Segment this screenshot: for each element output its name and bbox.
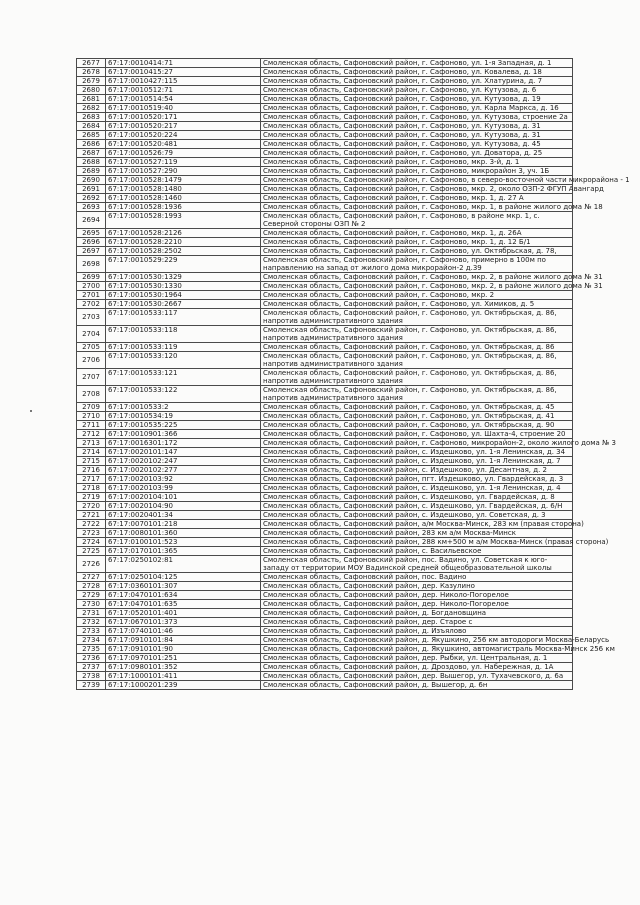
table-row bbox=[77, 439, 573, 448]
address: Смоленская область, Сафоновский район, г. Сафоново, ул. Кутузова, д. 31 bbox=[261, 122, 573, 131]
table-row bbox=[77, 511, 573, 520]
cadastral-number: 67:17:0010533:122 bbox=[106, 386, 261, 403]
address: Смоленская область, Сафоновский район, г. Сафоново, мкр. 1, д. 12 Б/1 bbox=[261, 238, 573, 247]
row-number: 2681 bbox=[77, 95, 106, 104]
address: Смоленская область, Сафоновский район, дер. Казулино bbox=[261, 582, 573, 591]
address: Смоленская область, Сафоновский район, г. Сафоново, ул. Кутузова, д. 31 bbox=[261, 131, 573, 140]
row-number: 2735 bbox=[77, 645, 106, 654]
cadastral-number: 67:17:0010529:229 bbox=[106, 256, 261, 273]
address: Смоленская область, Сафоновский район, дер. Вышегор, ул. Тухачевского, д. 6а bbox=[261, 672, 573, 681]
table-row bbox=[77, 654, 573, 663]
table-row bbox=[77, 104, 573, 113]
address: Смоленская область, Сафоновский район, г. Сафоново, ул. 1-я Западная, д. 1 bbox=[261, 59, 573, 68]
address: Смоленская область, Сафоновский район, г. Сафоново, ул. Октябрьская, д. 41 bbox=[261, 412, 573, 421]
table-row bbox=[77, 538, 573, 547]
table-row bbox=[77, 300, 573, 309]
cadastral-number: 67:17:0010514:54 bbox=[106, 95, 261, 104]
row-number: 2697 bbox=[77, 247, 106, 256]
cadastral-number: 67:17:0970101:251 bbox=[106, 654, 261, 663]
cadastral-number: 67:17:0010526:79 bbox=[106, 149, 261, 158]
address: Смоленская область, Сафоновский район, д. Вышегор, д. 6н bbox=[261, 681, 573, 690]
row-number: 2690 bbox=[77, 176, 106, 185]
table-row bbox=[77, 475, 573, 484]
row-number: 2696 bbox=[77, 238, 106, 247]
row-number: 2687 bbox=[77, 149, 106, 158]
table-row bbox=[77, 600, 573, 609]
address: Смоленская область, Сафоновский район, г. Сафоново, примерно в 100м по направлению на запад от жилого дома микрорайон-2 д.39 bbox=[261, 256, 573, 273]
table-row bbox=[77, 421, 573, 430]
address: Смоленская область, Сафоновский район, дер. Старое с bbox=[261, 618, 573, 627]
row-number: 2698 bbox=[77, 256, 106, 273]
row-number: 2694 bbox=[77, 212, 106, 229]
table-row bbox=[77, 352, 573, 369]
cadastral-number: 67:17:0010533:118 bbox=[106, 326, 261, 343]
table-row bbox=[77, 556, 573, 573]
table-row bbox=[77, 386, 573, 403]
table-row bbox=[77, 502, 573, 511]
cadastral-number: 67:17:0010530:1330 bbox=[106, 282, 261, 291]
cadastral-number: 67:17:0020104:101 bbox=[106, 493, 261, 502]
row-number: 2713 bbox=[77, 439, 106, 448]
cadastral-number: 67:17:0520101:401 bbox=[106, 609, 261, 618]
address: Смоленская область, Сафоновский район, г. Сафоново, ул. Химиков, д. 5 bbox=[261, 300, 573, 309]
cadastral-number: 67:17:0100101:523 bbox=[106, 538, 261, 547]
address: Смоленская область, Сафоновский район, г. Сафоново, ул. Доватора, д. 25 bbox=[261, 149, 573, 158]
address: Смоленская область, Сафоновский район, дер. Рыбки, ул. Центральная, д. 1 bbox=[261, 654, 573, 663]
row-number: 2738 bbox=[77, 672, 106, 681]
table-row bbox=[77, 212, 573, 229]
cadastral-number: 67:17:0010535:225 bbox=[106, 421, 261, 430]
cadastral-number: 67:17:0980101:352 bbox=[106, 663, 261, 672]
cadastral-number: 67:17:0010533:2 bbox=[106, 403, 261, 412]
table-row bbox=[77, 273, 573, 282]
table-row bbox=[77, 343, 573, 352]
row-number: 2737 bbox=[77, 663, 106, 672]
table-row bbox=[77, 672, 573, 681]
row-number: 2709 bbox=[77, 403, 106, 412]
address: Смоленская область, Сафоновский район, дер. Николо-Погорелое bbox=[261, 591, 573, 600]
table-row bbox=[77, 636, 573, 645]
cadastral-number: 67:17:0010530:1964 bbox=[106, 291, 261, 300]
row-number: 2733 bbox=[77, 627, 106, 636]
cadastral-number: 67:17:0010533:117 bbox=[106, 309, 261, 326]
cadastral-number: 67:17:0250102:81 bbox=[106, 556, 261, 573]
address: Смоленская область, Сафоновский район, г. Сафоново, мкр. 2, около ОЗП-2 ФГУП Авангард bbox=[261, 185, 573, 194]
address: Смоленская область, Сафоновский район, г. Сафоново, ул. Октябрьская, д. 90 bbox=[261, 421, 573, 430]
table-row bbox=[77, 167, 573, 176]
address: Смоленская область, Сафоновский район, г. Сафоново, мкр. 1, д. 26А bbox=[261, 229, 573, 238]
cadastral-number: 67:17:0470101:634 bbox=[106, 591, 261, 600]
cadastral-number: 67:17:0010528:1479 bbox=[106, 176, 261, 185]
table-row bbox=[77, 247, 573, 256]
cadastral-number: 67:17:0010520:217 bbox=[106, 122, 261, 131]
cadastral-number: 67:17:0010530:1329 bbox=[106, 273, 261, 282]
table-row bbox=[77, 238, 573, 247]
table-row bbox=[77, 59, 573, 68]
cadastral-number: 67:17:0010527:290 bbox=[106, 167, 261, 176]
cadastral-number: 67:17:0010520:224 bbox=[106, 131, 261, 140]
cadastral-number: 67:17:0070101:218 bbox=[106, 520, 261, 529]
row-number: 2718 bbox=[77, 484, 106, 493]
address: Смоленская область, Сафоновский район, д. Дроздово, ул. Набережная, д. 1А bbox=[261, 663, 573, 672]
table-row bbox=[77, 95, 573, 104]
address: Смоленская область, Сафоновский район, г. Сафоново, мкр. 2, в районе жилого дома № 31 bbox=[261, 282, 573, 291]
table-row bbox=[77, 309, 573, 326]
address: Смоленская область, Сафоновский район, г. Сафоново, мкр. 2, в районе жилого дома № 31 bbox=[261, 273, 573, 282]
cadastral-number: 67:17:0010519:40 bbox=[106, 104, 261, 113]
registry-table bbox=[76, 58, 630, 690]
table-row bbox=[77, 663, 573, 672]
cadastral-number: 67:17:0670101:373 bbox=[106, 618, 261, 627]
cadastral-number: 67:17:0910101:90 bbox=[106, 645, 261, 654]
table-row bbox=[77, 122, 573, 131]
address: Смоленская область, Сафоновский район, с. Васильевское bbox=[261, 547, 573, 556]
address: Смоленская область, Сафоновский район, г. Сафоново, ул. Октябрьская, д. 45 bbox=[261, 403, 573, 412]
cadastral-number: 67:17:0010520:481 bbox=[106, 140, 261, 149]
cadastral-number: 67:17:1000201:239 bbox=[106, 681, 261, 690]
table-row bbox=[77, 176, 573, 185]
table-row bbox=[77, 326, 573, 343]
row-number: 2717 bbox=[77, 475, 106, 484]
table-row bbox=[77, 158, 573, 167]
row-number: 2739 bbox=[77, 681, 106, 690]
address: Смоленская область, Сафоновский район, г. Сафоново, ул. Шахта-4, строение 20 bbox=[261, 430, 573, 439]
table-row bbox=[77, 203, 573, 212]
address: Смоленская область, Сафоновский район, г. Сафоново, микрорайон-2, около жилого дома № 3 bbox=[261, 439, 573, 448]
row-number: 2702 bbox=[77, 300, 106, 309]
address: Смоленская область, Сафоновский район, 288 км+500 м а/м Москва-Минск (правая сторона) bbox=[261, 538, 573, 547]
row-number: 2699 bbox=[77, 273, 106, 282]
row-number: 2706 bbox=[77, 352, 106, 369]
row-number: 2714 bbox=[77, 448, 106, 457]
table-row bbox=[77, 86, 573, 95]
cadastral-number: 67:17:0080101:360 bbox=[106, 529, 261, 538]
table-row bbox=[77, 448, 573, 457]
table-row bbox=[77, 520, 573, 529]
cadastral-number: 67:17:0010530:2667 bbox=[106, 300, 261, 309]
cadastral-number: 67:17:1000101:411 bbox=[106, 672, 261, 681]
cadastral-number: 67:17:0016301:172 bbox=[106, 439, 261, 448]
cadastral-number: 67:17:0010528:2126 bbox=[106, 229, 261, 238]
table-row bbox=[77, 282, 573, 291]
address: Смоленская область, Сафоновский район, дер. Николо-Погорелое bbox=[261, 600, 573, 609]
row-number: 2722 bbox=[77, 520, 106, 529]
cadastral-number: 67:17:0020102:247 bbox=[106, 457, 261, 466]
address: Смоленская область, Сафоновский район, г. Сафоново, мкр. 1, в районе жилого дома № 18 bbox=[261, 203, 573, 212]
row-number: 2715 bbox=[77, 457, 106, 466]
table-row bbox=[77, 573, 573, 582]
table-row bbox=[77, 493, 573, 502]
address: Смоленская область, Сафоновский район, д. Изъялово bbox=[261, 627, 573, 636]
cadastral-number: 67:17:0010527:119 bbox=[106, 158, 261, 167]
row-number: 2705 bbox=[77, 343, 106, 352]
table-row bbox=[77, 484, 573, 493]
address: Смоленская область, Сафоновский район, с. Издешково, ул. 1-я Ленинская, д. 34 bbox=[261, 448, 573, 457]
cadastral-number: 67:17:0010528:1993 bbox=[106, 212, 261, 229]
cadastral-number: 67:17:0010901:366 bbox=[106, 430, 261, 439]
cadastral-number: 67:17:0010520:171 bbox=[106, 113, 261, 122]
row-number: 2727 bbox=[77, 573, 106, 582]
row-number: 2728 bbox=[77, 582, 106, 591]
table-row bbox=[77, 194, 573, 203]
row-number: 2711 bbox=[77, 421, 106, 430]
cadastral-number: 67:17:0910101:84 bbox=[106, 636, 261, 645]
address: Смоленская область, Сафоновский район, г. Сафоново, в северо-восточной части микрорайона - 1 bbox=[261, 176, 573, 185]
table-row bbox=[77, 185, 573, 194]
address: Смоленская область, Сафоновский район, г. Сафоново, в районе мкр. 1, с. Северной стороны ОЗП № 2 bbox=[261, 212, 573, 229]
row-number: 2721 bbox=[77, 511, 106, 520]
cadastral-number: 67:17:0010414:71 bbox=[106, 59, 261, 68]
table-row bbox=[77, 582, 573, 591]
scan-mark bbox=[30, 410, 32, 412]
table-row bbox=[77, 681, 573, 690]
row-number: 2712 bbox=[77, 430, 106, 439]
row-number: 2704 bbox=[77, 326, 106, 343]
row-number: 2725 bbox=[77, 547, 106, 556]
row-number: 2682 bbox=[77, 104, 106, 113]
table-row bbox=[77, 529, 573, 538]
row-number: 2700 bbox=[77, 282, 106, 291]
address: Смоленская область, Сафоновский район, с. Издешково, ул. 1-я Ленинская, д. 4 bbox=[261, 484, 573, 493]
cadastral-number: 67:17:0010533:121 bbox=[106, 369, 261, 386]
row-number: 2731 bbox=[77, 609, 106, 618]
address: Смоленская область, Сафоновский район, с. Издешково, ул. Десантная, д. 2 bbox=[261, 466, 573, 475]
address: Смоленская область, Сафоновский район, с. Издешково, ул. Гвардейская, д. 6/Н bbox=[261, 502, 573, 511]
cadastral-number: 67:17:0010528:2502 bbox=[106, 247, 261, 256]
address: Смоленская область, Сафоновский район, с. Издешково, ул. 1-я Ленинская, д. 7 bbox=[261, 457, 573, 466]
address: Смоленская область, Сафоновский район, г. Сафоново, ул. Кутузова, строение 2а bbox=[261, 113, 573, 122]
registry-table-body bbox=[77, 59, 630, 690]
row-number: 2677 bbox=[77, 59, 106, 68]
row-number: 2689 bbox=[77, 167, 106, 176]
row-number: 2726 bbox=[77, 556, 106, 573]
table-row bbox=[77, 645, 573, 654]
row-number: 2723 bbox=[77, 529, 106, 538]
row-number: 2691 bbox=[77, 185, 106, 194]
table-row bbox=[77, 430, 573, 439]
address: Смоленская область, Сафоновский район, г. Сафоново, ул. Октябрьская, д. 86, напротив административного здания bbox=[261, 369, 573, 386]
address: Смоленская область, Сафоновский район, г. Сафоново, ул. Хлатурина, д. 7 bbox=[261, 77, 573, 86]
cadastral-number: 67:17:0020102:277 bbox=[106, 466, 261, 475]
cadastral-number: 67:17:0020103:92 bbox=[106, 475, 261, 484]
cadastral-number: 67:17:0250104:125 bbox=[106, 573, 261, 582]
cadastral-number: 67:17:0010533:120 bbox=[106, 352, 261, 369]
table-row bbox=[77, 149, 573, 158]
address: Смоленская область, Сафоновский район, г. Сафоново, ул. Карла Маркса, д. 16 bbox=[261, 104, 573, 113]
row-number: 2693 bbox=[77, 203, 106, 212]
row-number: 2703 bbox=[77, 309, 106, 326]
cadastral-number: 67:17:0020103:99 bbox=[106, 484, 261, 493]
address: Смоленская область, Сафоновский район, г. Сафоново, мкр. 3-й, д. 1 bbox=[261, 158, 573, 167]
row-number: 2679 bbox=[77, 77, 106, 86]
table-row bbox=[77, 140, 573, 149]
address: Смоленская область, Сафоновский район, г. Сафоново, ул. Октябрьская, д. 86, напротив административного здания bbox=[261, 352, 573, 369]
table-row bbox=[77, 547, 573, 556]
address: Смоленская область, Сафоновский район, г. Сафоново, ул. Октябрьская, д. 86, напротив административного здания bbox=[261, 309, 573, 326]
row-number: 2680 bbox=[77, 86, 106, 95]
address: Смоленская область, Сафоновский район, д. Богдановщина bbox=[261, 609, 573, 618]
row-number: 2683 bbox=[77, 113, 106, 122]
address: Смоленская область, Сафоновский район, г. Сафоново, микрорайон 3, уч. 1Б bbox=[261, 167, 573, 176]
address: Смоленская область, Сафоновский район, г. Сафоново, ул. Кутузова, д. 45 bbox=[261, 140, 573, 149]
cadastral-number: 67:17:0010528:1480 bbox=[106, 185, 261, 194]
address: Смоленская область, Сафоновский район, пос. Вадино, ул. Советская к юго-западу от территории МОУ Вадинской средней общеобразовательной школы bbox=[261, 556, 573, 573]
row-number: 2695 bbox=[77, 229, 106, 238]
table-row bbox=[77, 229, 573, 238]
row-number: 2688 bbox=[77, 158, 106, 167]
address: Смоленская область, Сафоновский район, г. Сафоново, ул. Ковалева, д. 18 bbox=[261, 68, 573, 77]
table-row bbox=[77, 591, 573, 600]
table-row bbox=[77, 403, 573, 412]
address: Смоленская область, Сафоновский район, г. Сафоново, ул. Кутузова, д. 19 bbox=[261, 95, 573, 104]
cadastral-number: 67:17:0010512:71 bbox=[106, 86, 261, 95]
table-row bbox=[77, 131, 573, 140]
table-row bbox=[77, 256, 573, 273]
address: Смоленская область, Сафоновский район, пгт. Издешково, ул. Гвардейская, д. 3 bbox=[261, 475, 573, 484]
row-number: 2732 bbox=[77, 618, 106, 627]
cadastral-number: 67:17:0010528:1936 bbox=[106, 203, 261, 212]
address: Смоленская область, Сафоновский район, д. Якушкино, автомагистраль Москва-Минск 256 км bbox=[261, 645, 573, 654]
row-number: 2734 bbox=[77, 636, 106, 645]
row-number: 2730 bbox=[77, 600, 106, 609]
cadastral-number: 67:17:0170101:365 bbox=[106, 547, 261, 556]
table-row bbox=[77, 369, 573, 386]
row-number: 2701 bbox=[77, 291, 106, 300]
row-number: 2678 bbox=[77, 68, 106, 77]
table-row bbox=[77, 68, 573, 77]
row-number: 2692 bbox=[77, 194, 106, 203]
address: Смоленская область, Сафоновский район, г. Сафоново, ул. Кутузова, д. 6 bbox=[261, 86, 573, 95]
cadastral-number: 67:17:0020401:34 bbox=[106, 511, 261, 520]
row-number: 2729 bbox=[77, 591, 106, 600]
address: Смоленская область, Сафоновский район, д. Якушкино, 256 км автодороги Москва-Беларусь bbox=[261, 636, 573, 645]
row-number: 2720 bbox=[77, 502, 106, 511]
table-row bbox=[77, 291, 573, 300]
cadastral-number: 67:17:0010427:115 bbox=[106, 77, 261, 86]
row-number: 2685 bbox=[77, 131, 106, 140]
table-row bbox=[77, 627, 573, 636]
table-row bbox=[77, 618, 573, 627]
address: Смоленская область, Сафоновский район, г. Сафоново, ул. Октябрьская, д. 86, напротив административного здания bbox=[261, 326, 573, 343]
row-number: 2686 bbox=[77, 140, 106, 149]
cadastral-number: 67:17:0020104:90 bbox=[106, 502, 261, 511]
cadastral-number: 67:17:0010533:119 bbox=[106, 343, 261, 352]
cadastral-number: 67:17:0020101:147 bbox=[106, 448, 261, 457]
table-row bbox=[77, 412, 573, 421]
address: Смоленская область, Сафоновский район, г. Сафоново, ул. Октябрьская, д. 86, напротив административного здания bbox=[261, 386, 573, 403]
cadastral-number: 67:17:0360101:307 bbox=[106, 582, 261, 591]
row-number: 2716 bbox=[77, 466, 106, 475]
cadastral-number: 67:17:0010415:27 bbox=[106, 68, 261, 77]
table-row bbox=[77, 457, 573, 466]
table-row bbox=[77, 609, 573, 618]
cadastral-number: 67:17:0010534:19 bbox=[106, 412, 261, 421]
address: Смоленская область, Сафоновский район, г. Сафоново, мкр. 1, д. 27 А bbox=[261, 194, 573, 203]
address: Смоленская область, Сафоновский район, с. Издешково, ул. Советская, д. 3 bbox=[261, 511, 573, 520]
table-row bbox=[77, 113, 573, 122]
cadastral-number: 67:17:0740101:46 bbox=[106, 627, 261, 636]
address: Смоленская область, Сафоновский район, г. Сафоново, ул. Октябрьская, д. 78, bbox=[261, 247, 573, 256]
row-number: 2708 bbox=[77, 386, 106, 403]
address: Смоленская область, Сафоновский район, г. Сафоново, мкр. 2 bbox=[261, 291, 573, 300]
table-row bbox=[77, 466, 573, 475]
address: Смоленская область, Сафоновский район, пос. Вадино bbox=[261, 573, 573, 582]
cadastral-number: 67:17:0010528:1460 bbox=[106, 194, 261, 203]
address: Смоленская область, Сафоновский район, а/м Москва-Минск, 283 км (правая сторона) bbox=[261, 520, 573, 529]
row-number: 2724 bbox=[77, 538, 106, 547]
address: Смоленская область, Сафоновский район, с. Издешково, ул. Гвардейская, д. 8 bbox=[261, 493, 573, 502]
cadastral-number: 67:17:0470101:635 bbox=[106, 600, 261, 609]
address: Смоленская область, Сафоновский район, г. Сафоново, ул. Октябрьская, д. 86 bbox=[261, 343, 573, 352]
address: Смоленская область, Сафоновский район, 283 км а/м Москва-Минск bbox=[261, 529, 573, 538]
row-number: 2707 bbox=[77, 369, 106, 386]
table-row bbox=[77, 77, 573, 86]
cadastral-number: 67:17:0010528:2210 bbox=[106, 238, 261, 247]
row-number: 2719 bbox=[77, 493, 106, 502]
row-number: 2736 bbox=[77, 654, 106, 663]
row-number: 2710 bbox=[77, 412, 106, 421]
row-number: 2684 bbox=[77, 122, 106, 131]
